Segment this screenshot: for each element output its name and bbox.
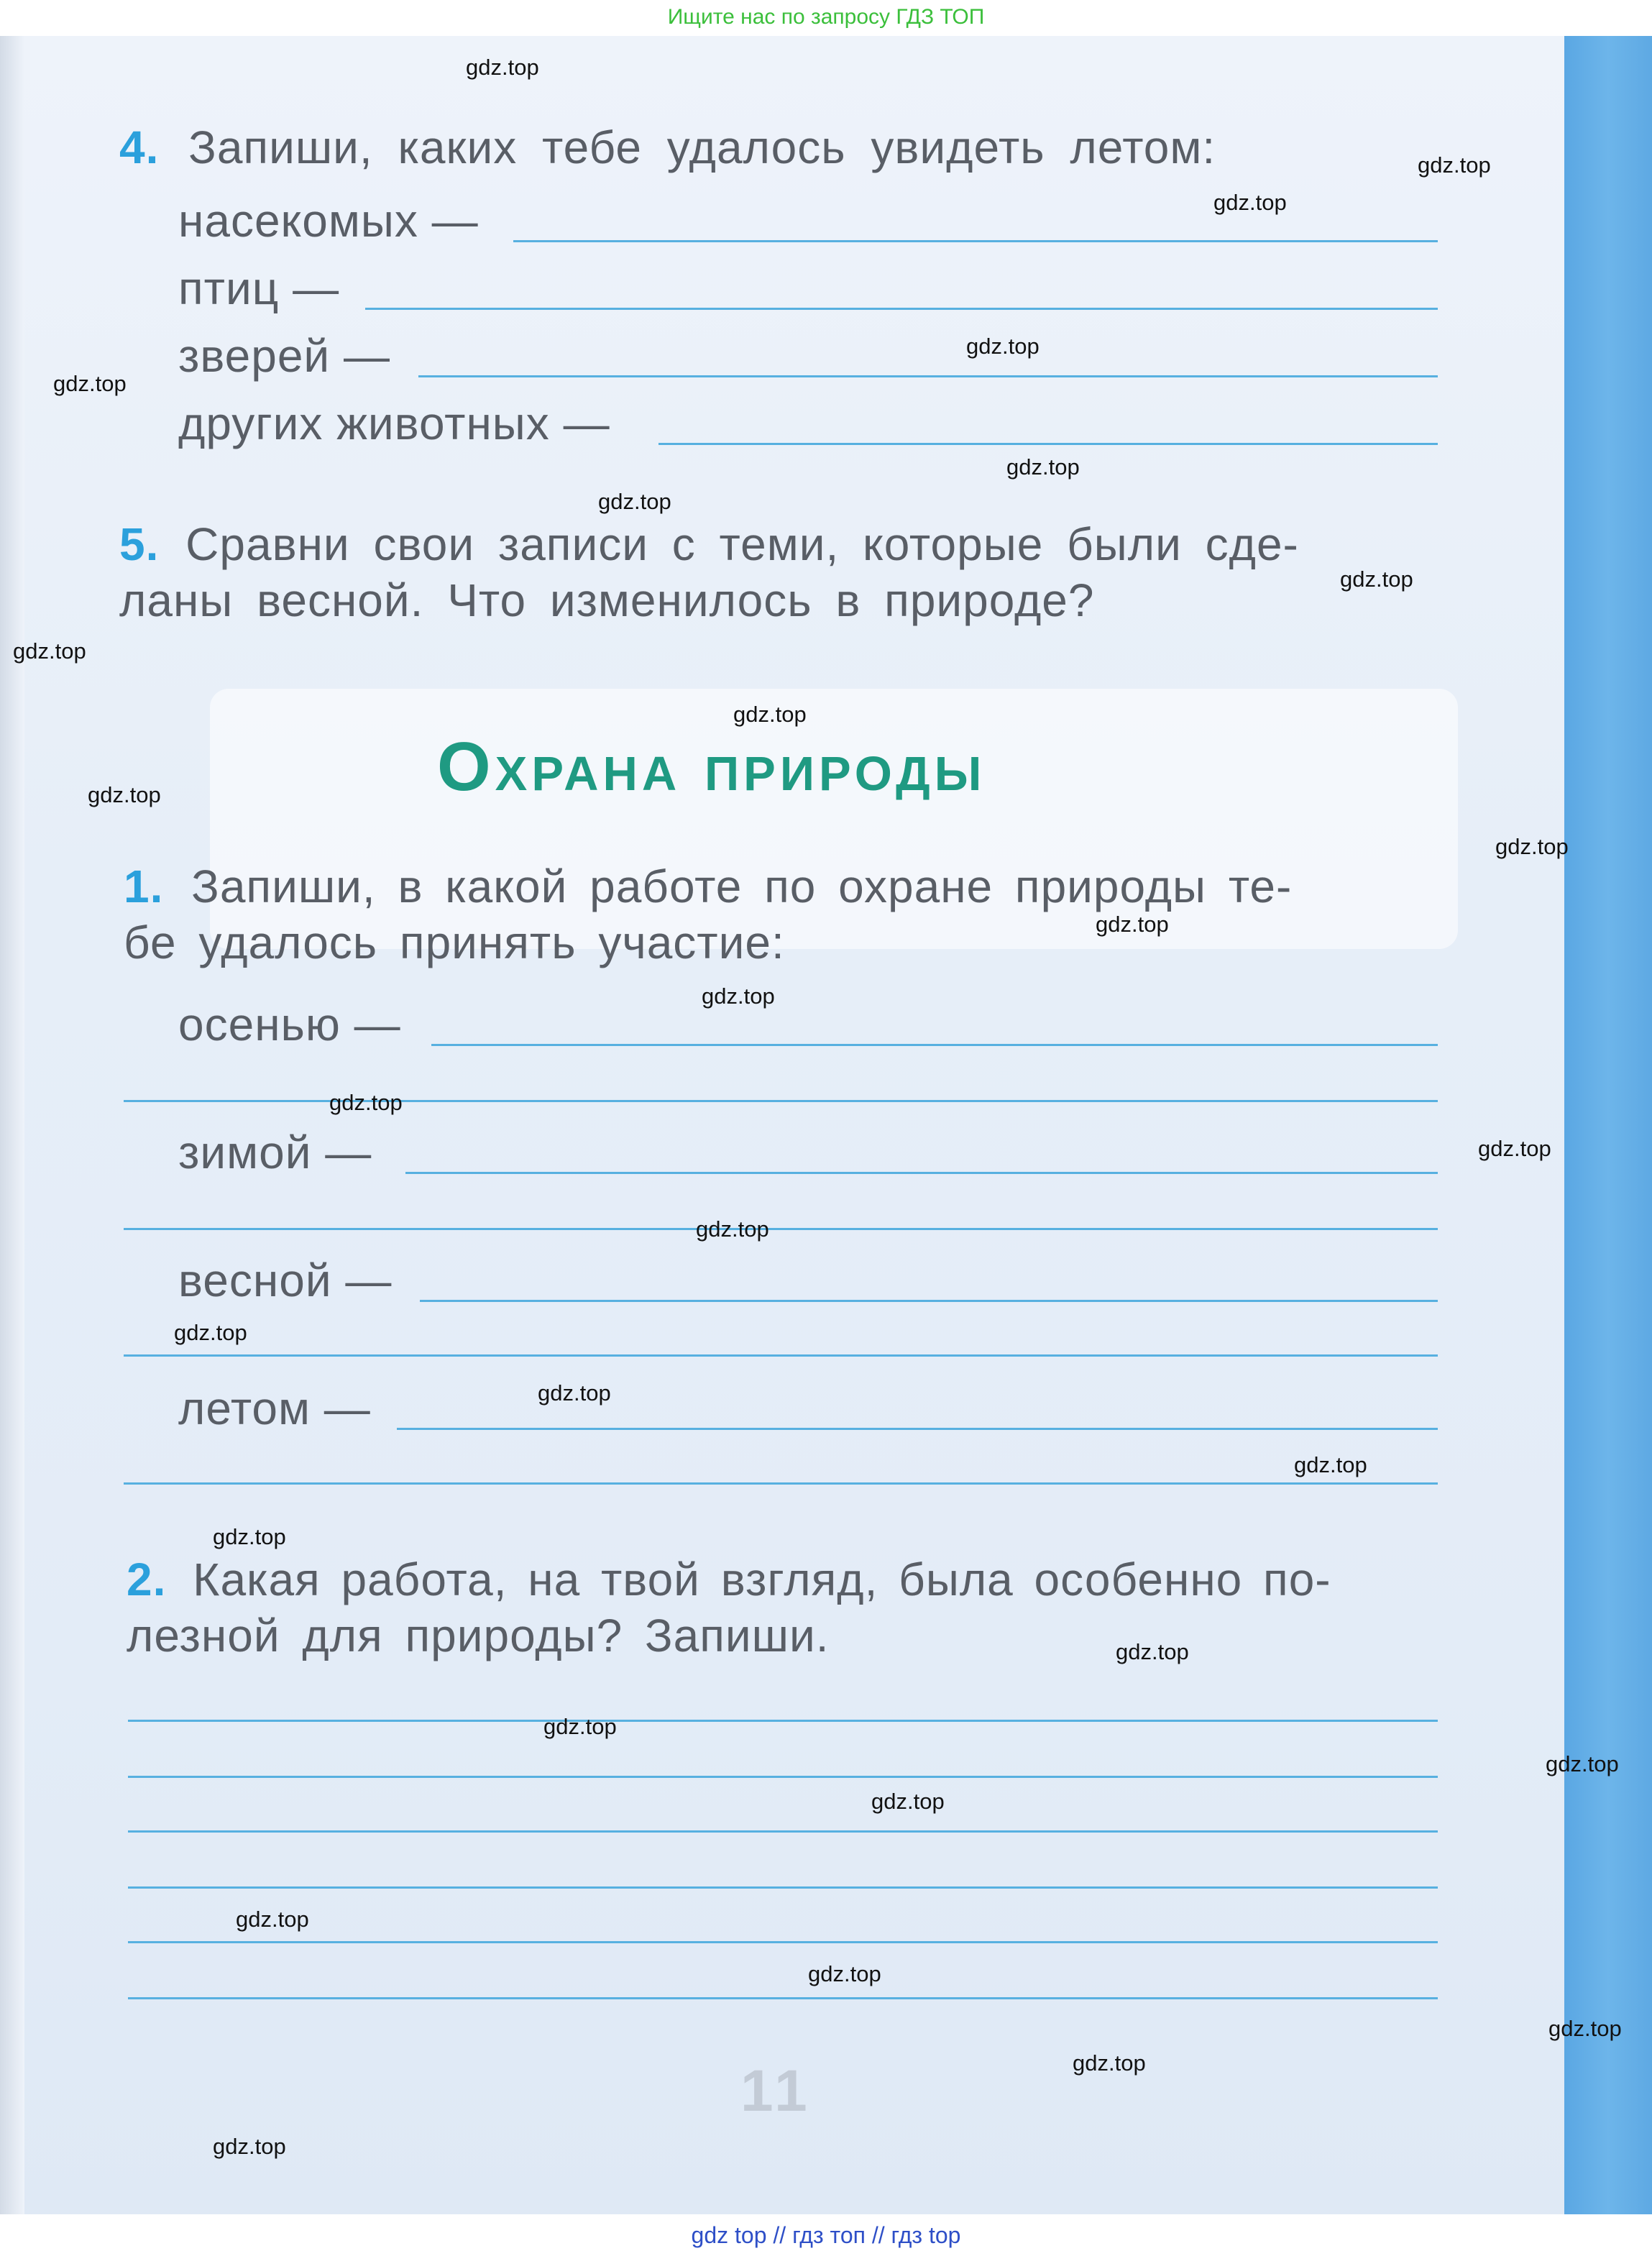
watermark: gdz.top xyxy=(966,334,1040,359)
task-4-item-birds: птиц — xyxy=(178,262,340,314)
watermark: gdz.top xyxy=(808,1961,881,1986)
task-2-line-2: лезной для природы? Запиши. xyxy=(127,1610,830,1661)
watermark: gdz.top xyxy=(696,1216,769,1242)
task-4-prompt xyxy=(119,121,1216,174)
season-winter: зимой — xyxy=(178,1127,372,1178)
watermark: gdz.top xyxy=(1096,912,1169,937)
task-5-text-1: Сравни свои записи с теми, которые были сде- xyxy=(185,518,1299,570)
season-spring: весной — xyxy=(178,1255,393,1306)
watermark: gdz.top xyxy=(543,1714,617,1739)
watermark: gdz.top xyxy=(733,702,807,727)
answer-line-summer-2[interactable] xyxy=(124,1482,1438,1485)
watermark: gdz.top xyxy=(871,1789,945,1814)
watermark: gdz.top xyxy=(1116,1639,1189,1664)
answer-line-task2-2[interactable] xyxy=(128,1776,1438,1778)
watermark: gdz.top xyxy=(213,2134,286,2159)
task-5-line-1 xyxy=(119,518,1299,571)
answer-line-task2-6[interactable] xyxy=(128,1997,1438,1999)
watermark: gdz.top xyxy=(1340,567,1413,592)
watermark: gdz.top xyxy=(598,489,671,514)
answer-line-spring-2[interactable] xyxy=(124,1354,1438,1357)
answer-line-winter-2[interactable] xyxy=(124,1228,1438,1230)
watermark: gdz.top xyxy=(213,1524,286,1549)
watermark: gdz.top xyxy=(1213,190,1287,215)
footer-links[interactable]: gdz top // гдз топ // гдз top xyxy=(0,2214,1652,2256)
answer-line-task2-4[interactable] xyxy=(128,1886,1438,1889)
answer-line-autumn-1[interactable] xyxy=(431,1044,1438,1046)
watermark: gdz.top xyxy=(1495,834,1569,859)
task-1-line-2: бе удалось принять участие: xyxy=(124,917,785,968)
watermark: gdz.top xyxy=(13,638,86,664)
watermark: gdz.top xyxy=(702,983,775,1009)
task-2-number: 2. xyxy=(127,1554,167,1605)
watermark: gdz.top xyxy=(88,782,161,807)
section-title: Охрана природы xyxy=(437,728,986,805)
answer-line-beasts[interactable] xyxy=(418,375,1438,377)
watermark: gdz.top xyxy=(1478,1136,1551,1161)
watermark: gdz.top xyxy=(53,371,127,396)
task-4-item-insects: насекомых — xyxy=(178,195,479,247)
answer-line-task2-1[interactable] xyxy=(128,1720,1438,1722)
page-number: 11 xyxy=(740,2058,812,2124)
watermark: gdz.top xyxy=(538,1380,611,1406)
watermark: gdz.top xyxy=(1006,454,1080,480)
answer-line-task2-5[interactable] xyxy=(128,1941,1438,1943)
task-4-text: Запиши, каких тебе удалось увидеть летом: xyxy=(188,121,1216,173)
watermark: gdz.top xyxy=(174,1320,247,1345)
task-4-number: 4. xyxy=(119,121,160,173)
task-2-line-1 xyxy=(127,1553,1331,1606)
watermark: gdz.top xyxy=(236,1907,309,1932)
answer-line-spring-1[interactable] xyxy=(420,1300,1438,1302)
season-autumn: осенью — xyxy=(178,999,401,1050)
page-binding-edge xyxy=(0,36,24,2214)
task-2-text-1: Какая работа, на твой взгляд, была особенно по- xyxy=(193,1554,1331,1605)
watermark: gdz.top xyxy=(466,55,539,80)
task-4-item-other-animals: других животных — xyxy=(178,398,610,449)
answer-line-summer-1[interactable] xyxy=(397,1428,1438,1430)
task-1-line-1 xyxy=(124,860,1292,913)
task-5-line-2: ланы весной. Что изменилось в природе? xyxy=(119,574,1095,626)
watermark: gdz.top xyxy=(1294,1452,1367,1477)
answer-line-birds[interactable] xyxy=(365,308,1438,310)
answer-line-task2-3[interactable] xyxy=(128,1830,1438,1833)
task-4-item-beasts: зверей — xyxy=(178,330,390,382)
watermark: gdz.top xyxy=(1418,152,1491,178)
watermark: gdz.top xyxy=(329,1090,403,1115)
answer-line-other-animals[interactable] xyxy=(658,443,1438,445)
answer-line-insects[interactable] xyxy=(513,240,1438,242)
watermark: gdz.top xyxy=(1546,1751,1619,1776)
task-1-text-1: Запиши, в какой работе по охране природы те- xyxy=(191,861,1293,912)
watermark: gdz.top xyxy=(1548,2016,1622,2041)
season-summer: летом — xyxy=(178,1383,371,1434)
task-1-number: 1. xyxy=(124,861,164,912)
task-5-number: 5. xyxy=(119,518,160,570)
top-banner[interactable]: Ищите нас по запросу ГДЗ ТОП xyxy=(0,0,1652,36)
watermark: gdz.top xyxy=(1073,2050,1146,2076)
page-side-strip xyxy=(1564,36,1652,2214)
answer-line-winter-1[interactable] xyxy=(405,1172,1438,1174)
answer-line-autumn-2[interactable] xyxy=(124,1100,1438,1102)
